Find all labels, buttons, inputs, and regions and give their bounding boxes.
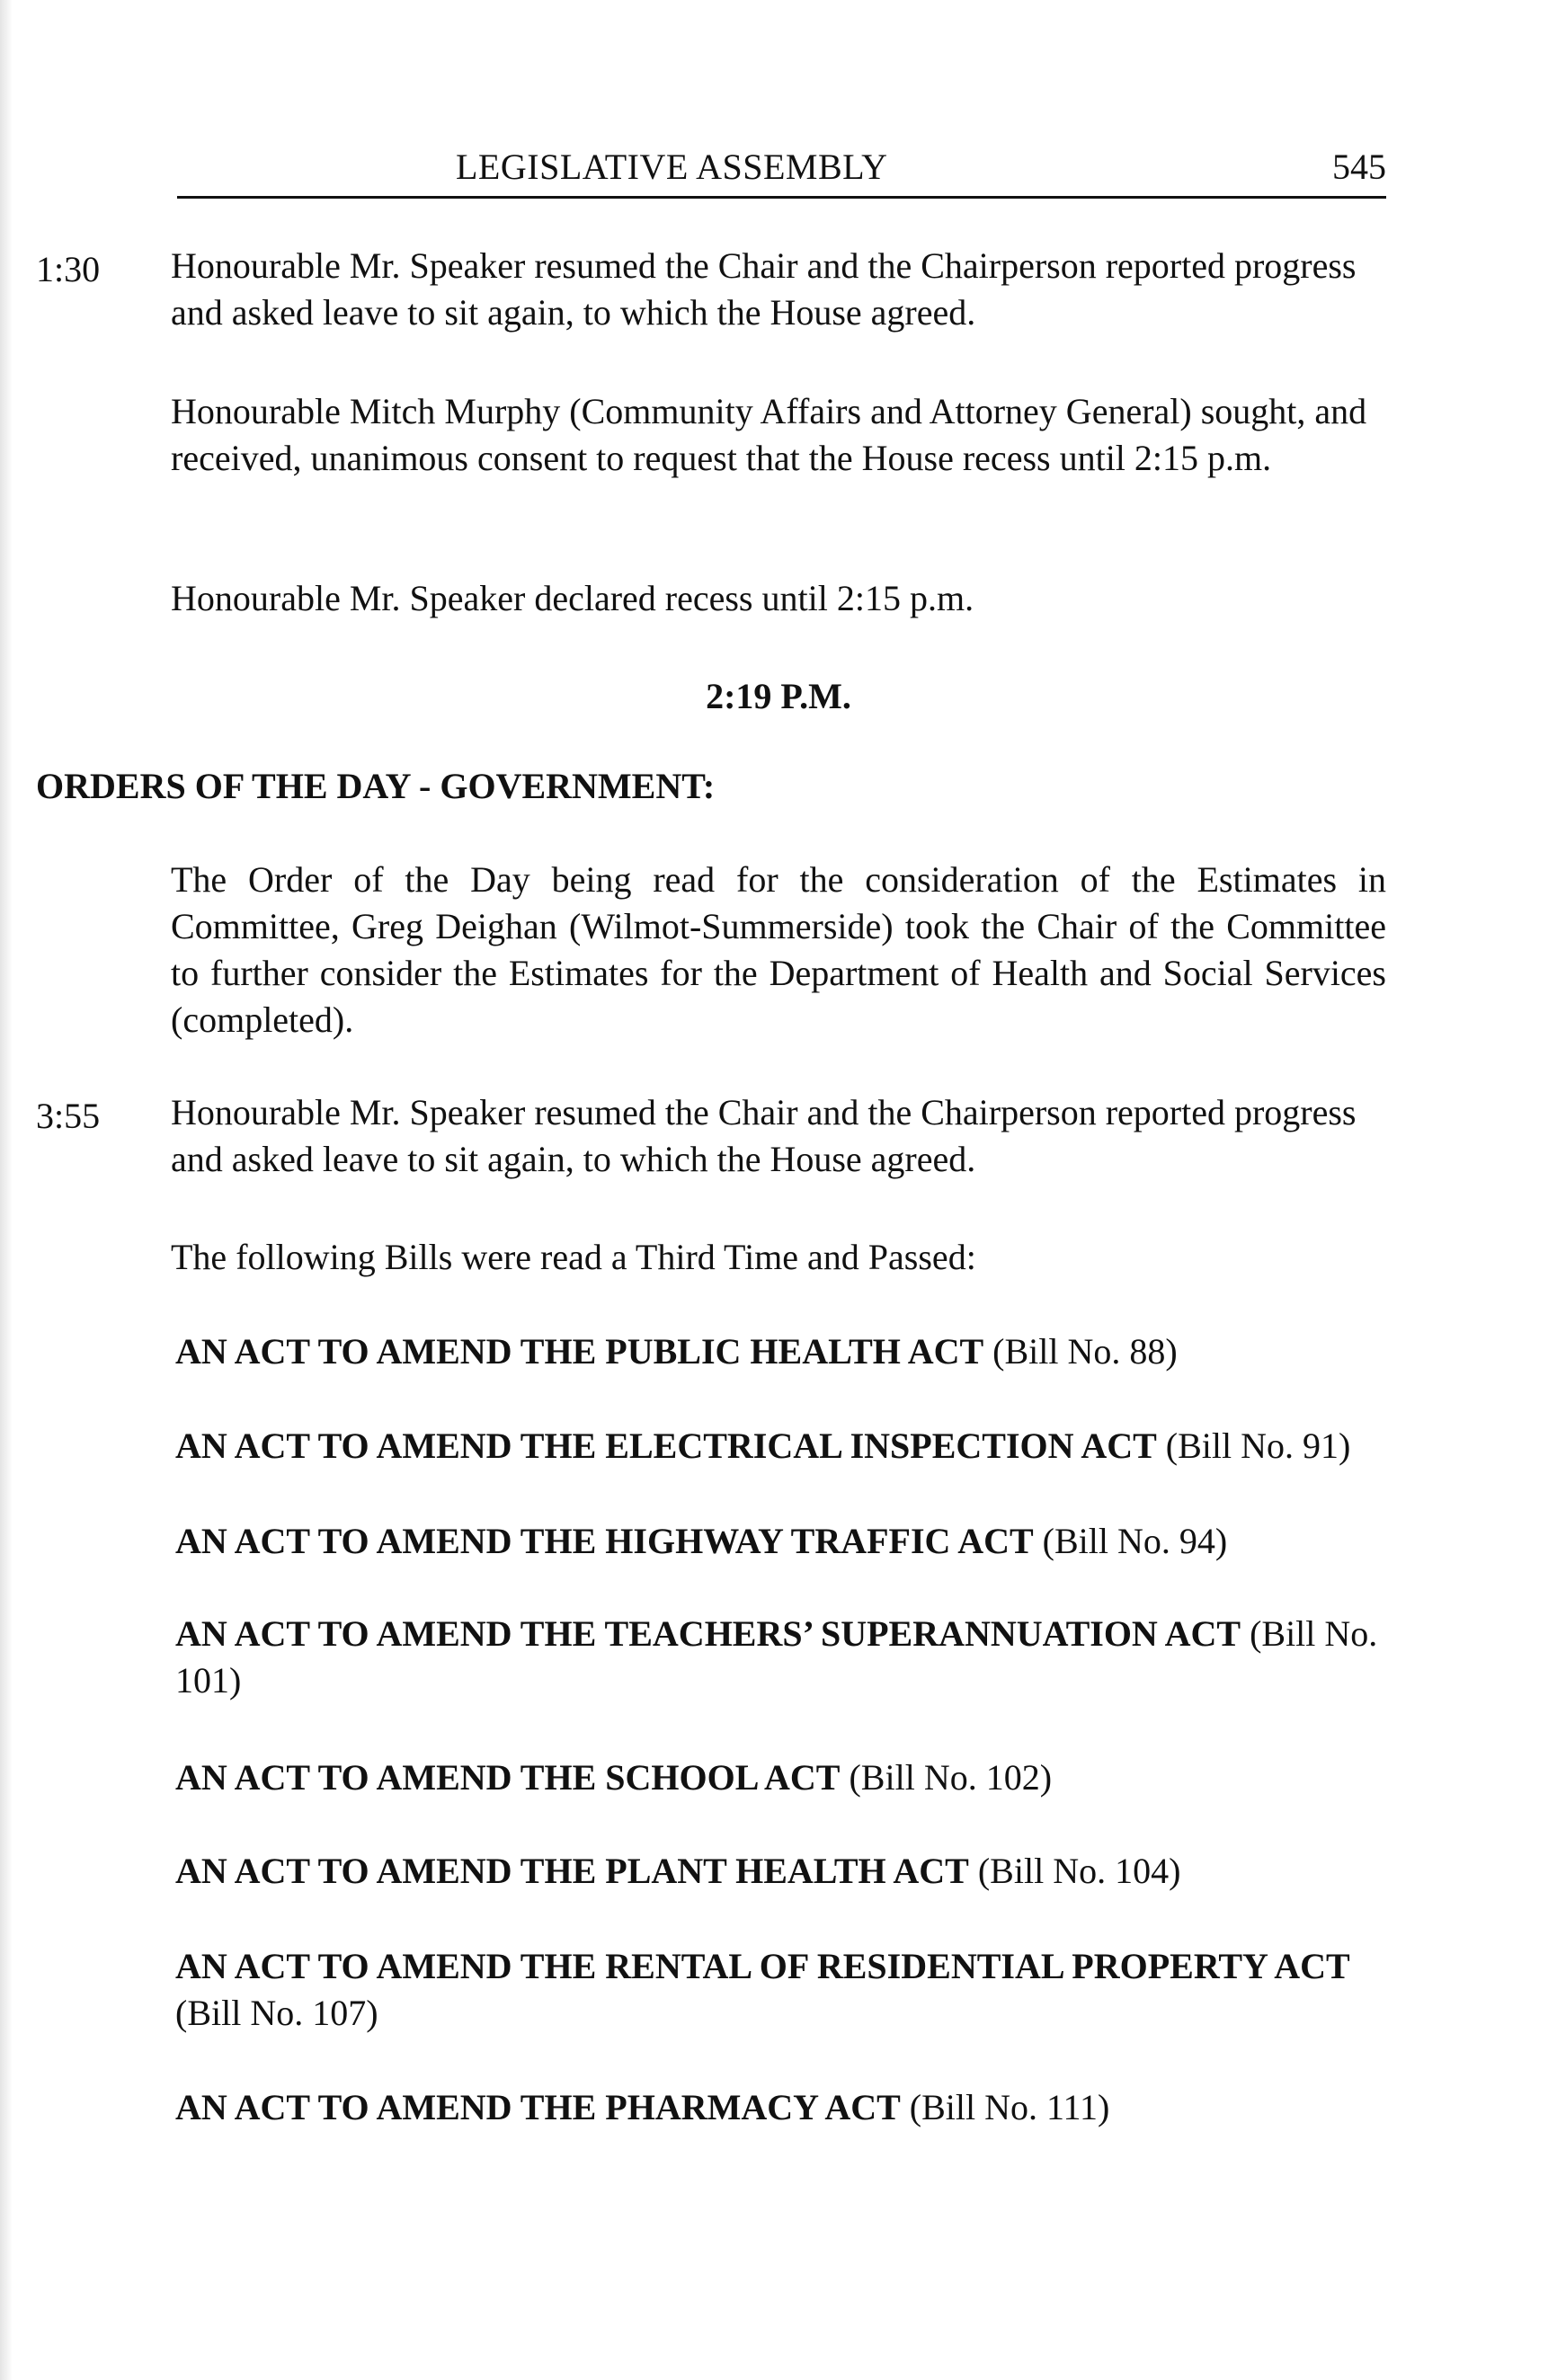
paragraph-speaker-resumed-1: Honourable Mr. Speaker resumed the Chair and the Chairperson reported progress and asked leave to sit again, to which the House agreed.: [171, 245, 1357, 333]
bill-title: AN ACT TO AMEND THE ELECTRICAL INSPECTION ACT: [175, 1425, 1157, 1466]
bill-number: (Bill No. 107): [175, 1993, 378, 2033]
header-title: LEGISLATIVE ASSEMBLY: [456, 147, 888, 187]
bill-item: [175, 1848, 1389, 1895]
bill-title: AN ACT TO AMEND THE PLANT HEALTH ACT: [175, 1851, 969, 1891]
time-marker-3-55: 3:55: [36, 1096, 101, 1136]
bill-title: AN ACT TO AMEND THE HIGHWAY TRAFFIC ACT: [175, 1521, 1034, 1561]
paragraph-speaker-resumed-2: Honourable Mr. Speaker resumed the Chair and the Chairperson reported progress and asked leave to sit again, to which the House agreed.: [171, 1092, 1357, 1179]
paragraph-bills-passed-intro: The following Bills were read a Third Time and Passed:: [171, 1237, 976, 1277]
bill-number: (Bill No. 94): [1042, 1521, 1228, 1561]
bill-item: [175, 1611, 1389, 1704]
bill-item: [175, 1518, 1389, 1565]
bill-item: [175, 1754, 1389, 1801]
bill-item: [175, 1328, 1389, 1375]
bill-title: AN ACT TO AMEND THE TEACHERS’ SUPERANNUATION ACT: [175, 1613, 1241, 1654]
bill-item: [175, 1943, 1389, 2037]
paragraph-recess-declared: Honourable Mr. Speaker declared recess until 2:15 p.m.: [171, 578, 974, 618]
bill-item: [175, 2084, 1389, 2131]
header-rule: [177, 196, 1386, 199]
page-number: 545: [1332, 147, 1386, 187]
paragraph-recess-consent: Honourable Mitch Murphy (Community Affairs and Attorney General) sought, and received, unanimous consent to request that the House recess until 2:15 p.m.: [171, 391, 1367, 478]
bill-number: (Bill No. 111): [909, 2087, 1110, 2127]
bill-title: AN ACT TO AMEND THE SCHOOL ACT: [175, 1757, 841, 1798]
bill-number: (Bill No. 91): [1165, 1425, 1351, 1466]
bill-number: (Bill No. 104): [977, 1851, 1181, 1891]
bill-number: (Bill No. 88): [992, 1331, 1178, 1372]
bill-title: AN ACT TO AMEND THE RENTAL OF RESIDENTIAL PROPERTY ACT: [175, 1946, 1350, 1986]
paragraph-estimates-committee: The Order of the Day being read for the consideration of the Estimates in Committee, Greg Deighan (Wilmot-Summerside) took the Chair of the Committee to further consider the Estimates for the Department of Health and Social Services (completed).: [171, 859, 1386, 1040]
page-header: [177, 146, 1386, 200]
bill-item: [175, 1423, 1389, 1470]
section-time-2-19: 2:19 P.M.: [706, 676, 851, 716]
time-marker-1-30: 1:30: [36, 249, 101, 289]
bill-number: (Bill No. 102): [849, 1757, 1053, 1798]
section-heading-orders-of-the-day: ORDERS OF THE DAY - GOVERNMENT:: [36, 766, 716, 806]
bill-title: AN ACT TO AMEND THE PHARMACY ACT: [175, 2087, 901, 2127]
bill-title: AN ACT TO AMEND THE PUBLIC HEALTH ACT: [175, 1331, 984, 1372]
scan-edge-shadow: [0, 0, 13, 2380]
bill-number: (Bill No. 101): [175, 1613, 1378, 1701]
